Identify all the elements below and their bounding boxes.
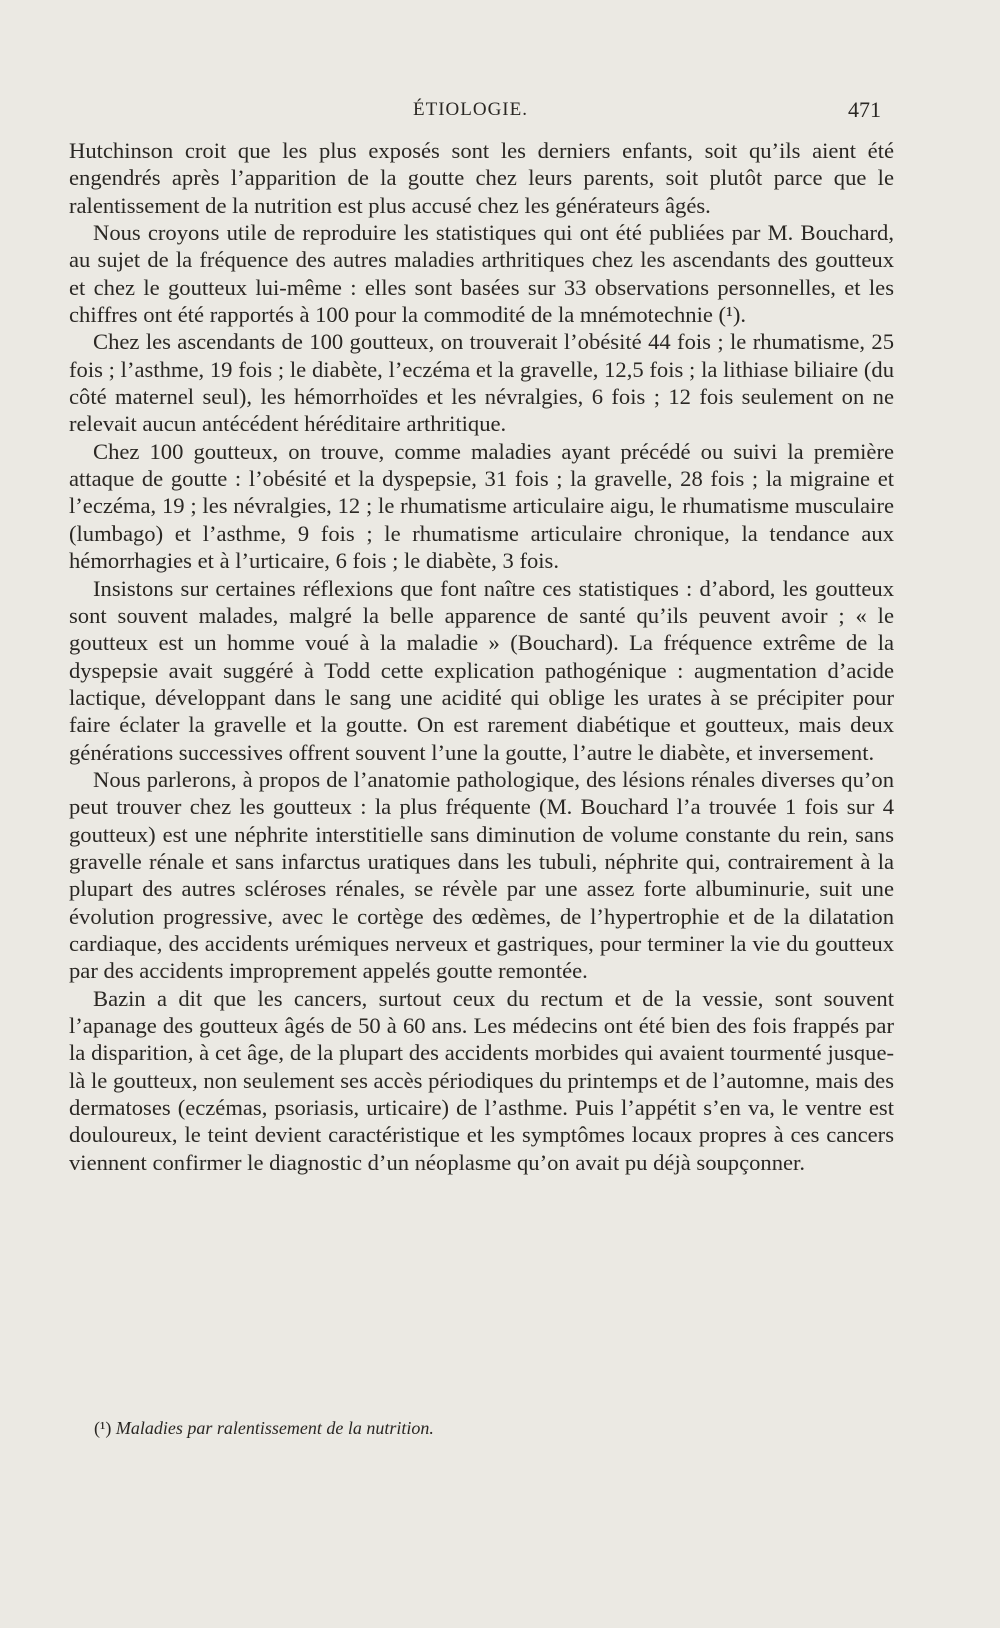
paragraph-6: Nous parlerons, à propos de l’anatomie pathologique, des lésions rénales diverses qu’on peut trouver chez les goutteux : la plus fréquente (M. Bouchard l’a trouvée 1 fois sur 4 goutteux) est une néphrite interstitielle sans diminution de volume constante du rein, sans gravelle rénale et sans infarctus uratiques dans les tubuli, néphrite qui, contrairement à la plupart des autres scléroses rénales, se révèle par une assez forte albuminurie, suit une évolution progressive, avec le cortège des œdèmes, de l’hypertrophie et de la dilatation cardiaque, des accidents urémiques nerveux et gastriques, pour terminer la vie du goutteux par des accidents improprement appelés goutte remontée. bbox=[69, 766, 894, 984]
paragraph-4: Chez 100 goutteux, on trouve, comme maladies ayant précédé ou suivi la première attaque de goutte : l’obésité et la dyspepsie, 31 fois ; la gravelle, 28 fois ; la migraine et l’eczéma, 19 ; les névralgies, 12 ; le rhumatisme articulaire aigu, le rhumatisme musculaire (lumbago) et l’asthme, 9 fois ; le rhumatisme articulaire chronique, la tendance aux hémorrhagies et à l’urticaire, 6 fois ; le diabète, 3 fois. bbox=[69, 438, 894, 574]
body-text bbox=[69, 137, 894, 1176]
page-number: 471 bbox=[848, 97, 881, 122]
paragraph-3: Chez les ascendants de 100 goutteux, on trouverait l’obésité 44 fois ; le rhumatisme, 25 fois ; l’asthme, 19 fois ; le diabète, l’eczéma et la gravelle, 12,5 fois ; la lithiase biliaire (du côté maternel seul), les hémorrhoïdes et les névralgies, 6 fois ; 12 fois seulement on ne relevait aucun antécédent héréditaire arthritique. bbox=[69, 329, 894, 437]
running-header bbox=[0, 95, 1000, 125]
paragraph-2: Nous croyons utile de reproduire les statistiques qui ont été publiées par M. Bouchard, au sujet de la fréquence des autres maladies arthritiques chez les ascendants des goutteux et chez le goutteux lui-même : elles sont basées sur 33 observations personnelles, et les chiffres ont été rapportés à 100 pour la commodité de la mnémotechnie (¹). bbox=[69, 220, 894, 328]
footnote-text: Maladies par ralentissement de la nutrition. bbox=[115, 1418, 434, 1438]
footnote bbox=[94, 1416, 874, 1440]
paragraph-7: Bazin a dit que les cancers, surtout ceux du rectum et de la vessie, sont souvent l’apanage des goutteux âgés de 50 à 60 ans. Les médecins ont été bien des fois frappés par la disparition, à cet âge, de la plupart des accidents morbides qui avaient tourmenté jusque-là le goutteux, non seulement ses accès périodiques du printemps et de l’automne, mais des dermatoses (eczémas, psoriasis, urticaire) de l’asthme. Puis l’appétit s’en va, le ventre est douloureux, le teint devient caractéristique et les symptômes locaux propres à ces cancers viennent confirmer le diagnostic d’un néoplasme qu’on avait pu déjà soupçonner. bbox=[69, 985, 894, 1175]
paragraph-1: Hutchinson croit que les plus exposés sont les derniers enfants, soit qu’ils aient été engendrés après l’apparition de la goutte chez leurs parents, soit plutôt parce que le ralentissement de la nutrition est plus accusé chez les générateurs âgés. bbox=[69, 138, 894, 218]
paragraph-5: Insistons sur certaines réflexions que font naître ces statistiques : d’abord, les goutteux sont souvent malades, malgré la belle apparence de santé qu’ils peuvent avoir ; « le goutteux est un homme voué à la maladie » (Bouchard). La fréquence extrême de la dyspepsie avait suggéré à Todd cette explication pathogénique : augmentation d’acide lactique, développant dans le sang une acidité qui oblige les urates à se précipiter pour faire éclater la gravelle et la goutte. On est rarement diabétique et goutteux, mais deux générations successives offrent souvent l’une la goutte, l’autre le diabète, et inversement. bbox=[69, 575, 894, 765]
running-title: ÉTIOLOGIE. bbox=[413, 99, 528, 120]
footnote-marker: (¹) bbox=[94, 1418, 112, 1438]
